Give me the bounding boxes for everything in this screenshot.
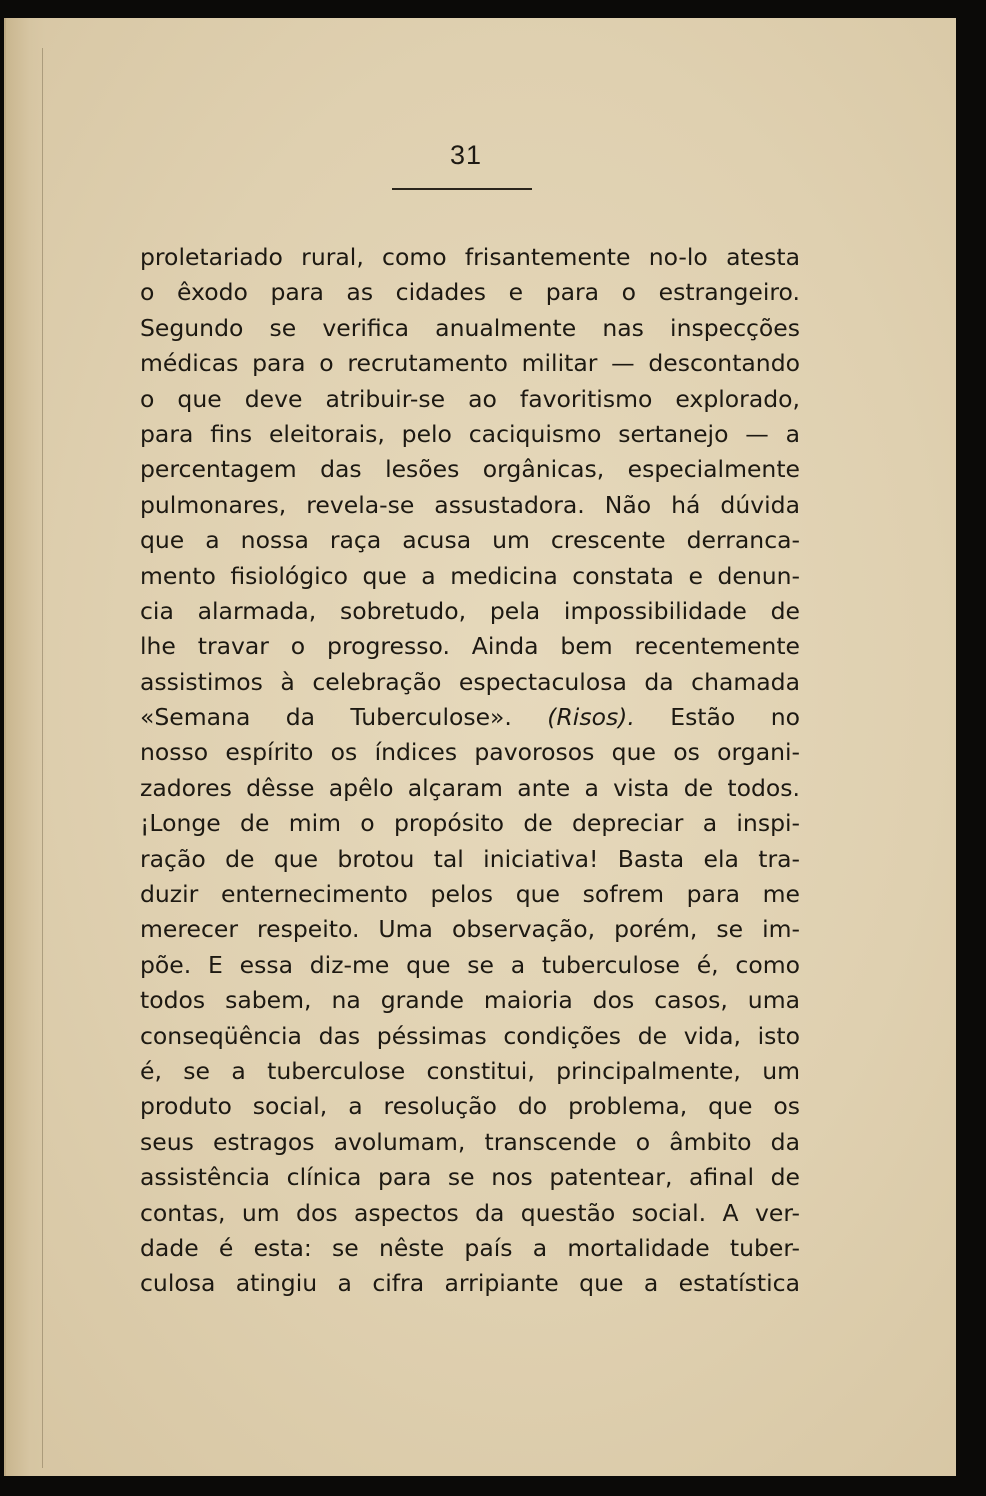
text-line: percentagem das lesões orgânicas, especialmente <box>140 455 800 484</box>
text-line: ¡Longe de mim o propósito de depreciar a inspi- <box>140 809 800 838</box>
text-line: Segundo se verifica anualmente nas inspecções <box>140 313 800 342</box>
text-line: assistimos à celebração espectaculosa da chamada <box>140 667 800 696</box>
text-line: zadores dêsse apêlo alçaram ante a vista de todos. <box>140 773 800 802</box>
text-line: põe. E essa diz-me que se a tuberculose é, como <box>140 950 800 979</box>
text-fragment: Estão no <box>670 703 800 732</box>
text-line: pulmonares, revela-se assustadora. Não há dúvida <box>140 490 800 519</box>
text-line: proletariado rural, como frisantemente no-lo atesta <box>140 243 800 271</box>
quoted-title: «Semana da Tuberculose». <box>140 703 512 732</box>
stage-direction: (Risos). <box>547 703 635 732</box>
text-line: seus estragos avolumam, transcende o âmbito da <box>140 1127 800 1156</box>
page-gutter <box>6 18 46 1476</box>
text-line: culosa atingiu a cifra arripiante que a estatística <box>140 1269 800 1298</box>
text-line: conseqüência das péssimas condições de vida, isto <box>140 1021 800 1050</box>
text-line: assistência clínica para se nos patentear, afinal de <box>140 1163 800 1192</box>
text-line: que a nossa raça acusa um crescente derranca- <box>140 526 800 555</box>
text-line: contas, um dos aspectos da questão social. A ver- <box>140 1198 800 1227</box>
text-line: nosso espírito os índices pavorosos que os organi- <box>140 738 800 767</box>
text-line: para fins eleitorais, pelo caciquismo sertanejo — a <box>140 419 800 448</box>
gutter-crease <box>42 48 43 1468</box>
text-line: duzir enternecimento pelos que sofrem para me <box>140 880 800 909</box>
text-line-with-aside <box>140 700 800 735</box>
text-line: o que deve atribuir-se ao favoritismo explorado, <box>140 384 800 413</box>
page-number: 31 <box>449 140 483 170</box>
text-line: o êxodo para as cidades e para o estrangeiro. <box>140 278 800 307</box>
body-text <box>140 240 800 1302</box>
text-line: todos sabem, na grande maioria dos casos, uma <box>140 986 800 1015</box>
book-page <box>4 18 956 1476</box>
text-line: ração de que brotou tal iniciativa! Basta ela tra- <box>140 844 800 873</box>
text-line: é, se a tuberculose constitui, principalmente, um <box>140 1056 800 1085</box>
text-line: médicas para o recrutamento militar — descontando <box>140 349 800 378</box>
text-line: dade é esta: se nêste país a mortalidade tuber- <box>140 1233 800 1262</box>
text-line: merecer respeito. Uma observação, porém, se im- <box>140 915 800 944</box>
header-rule <box>392 188 532 190</box>
text-line: cia alarmada, sobretudo, pela impossibilidade de <box>140 596 800 625</box>
text-line: produto social, a resolução do problema, que os <box>140 1092 800 1121</box>
text-line: lhe travar o progresso. Ainda bem recentemente <box>140 632 800 661</box>
text-line: mento fisiológico que a medicina constata e denun- <box>140 561 800 590</box>
